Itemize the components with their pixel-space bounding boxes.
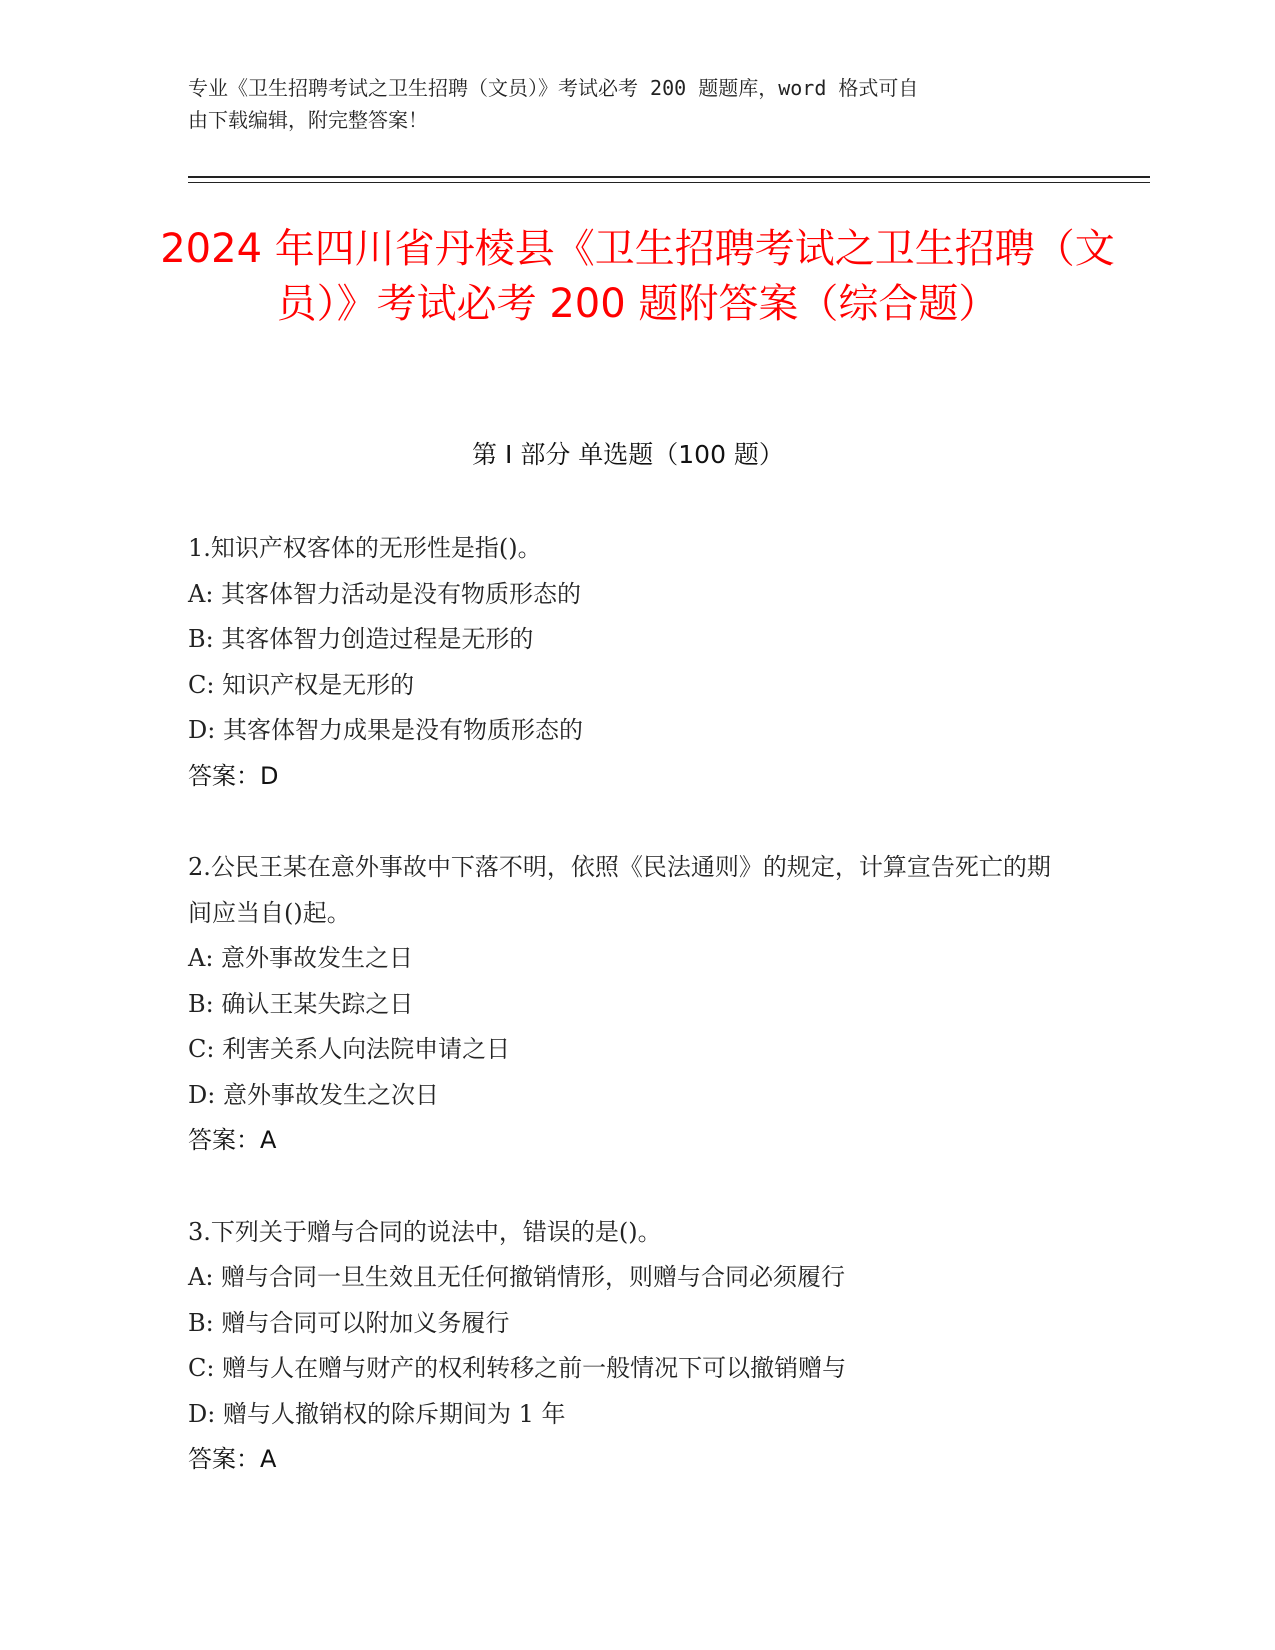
- question-list: [188, 526, 1068, 1529]
- question-item: [188, 526, 1068, 799]
- option-b: B: 其客体智力创造过程是无形的: [188, 625, 534, 653]
- option-b: B: 确认王某失踪之日: [188, 989, 414, 1018]
- page-header: [188, 72, 1068, 136]
- question-text: 2.公民王某在意外事故中下落不明，依照《民法通则》的规定，计算宣告死亡的期间应当自()起。: [188, 853, 1051, 927]
- option-d: D: 赠与人撤销权的除斥期间为 1 年: [188, 1399, 566, 1428]
- option-c: C: 赠与人在赠与财产的权利转移之前一般情况下可以撤销赠与: [188, 1354, 847, 1382]
- question-text: 1.知识产权客体的无形性是指()。: [188, 534, 542, 562]
- header-divider-thick: [188, 176, 1150, 178]
- answer-text: 答案：A: [188, 1126, 277, 1154]
- option-b: B: 赠与合同可以附加义务履行: [188, 1308, 510, 1337]
- document-title: 2024 年四川省丹棱县《卫生招聘考试之卫生招聘（文员）》考试必考 200 题附答案（综合题）: [160, 226, 1115, 327]
- header-divider-thin: [188, 182, 1150, 183]
- question-item: [188, 1210, 1068, 1483]
- option-c: C: 利害关系人向法院申请之日: [188, 1035, 511, 1063]
- option-d: D: 其客体智力成果是没有物质形态的: [188, 716, 583, 744]
- option-d: D: 意外事故发生之次日: [188, 1080, 439, 1109]
- header-line-1: 专业《卫生招聘考试之卫生招聘（文员）》考试必考 200 题题库，word 格式可自: [188, 76, 919, 100]
- question-item: [188, 845, 1068, 1164]
- answer-text: 答案：D: [188, 761, 279, 790]
- answer-text: 答案：A: [188, 1445, 277, 1473]
- option-c: C: 知识产权是无形的: [188, 670, 415, 699]
- question-text: 3.下列关于赠与合同的说法中，错误的是()。: [188, 1217, 662, 1246]
- option-a: A: 其客体智力活动是没有物质形态的: [188, 579, 582, 608]
- section-title: 第 I 部分 单选题（100 题）: [472, 440, 784, 469]
- option-a: A: 赠与合同一旦生效且无任何撤销情形，则赠与合同必须履行: [188, 1263, 846, 1291]
- header-line-2: 由下载编辑，附完整答案！: [188, 108, 428, 132]
- option-a: A: 意外事故发生之日: [188, 944, 414, 972]
